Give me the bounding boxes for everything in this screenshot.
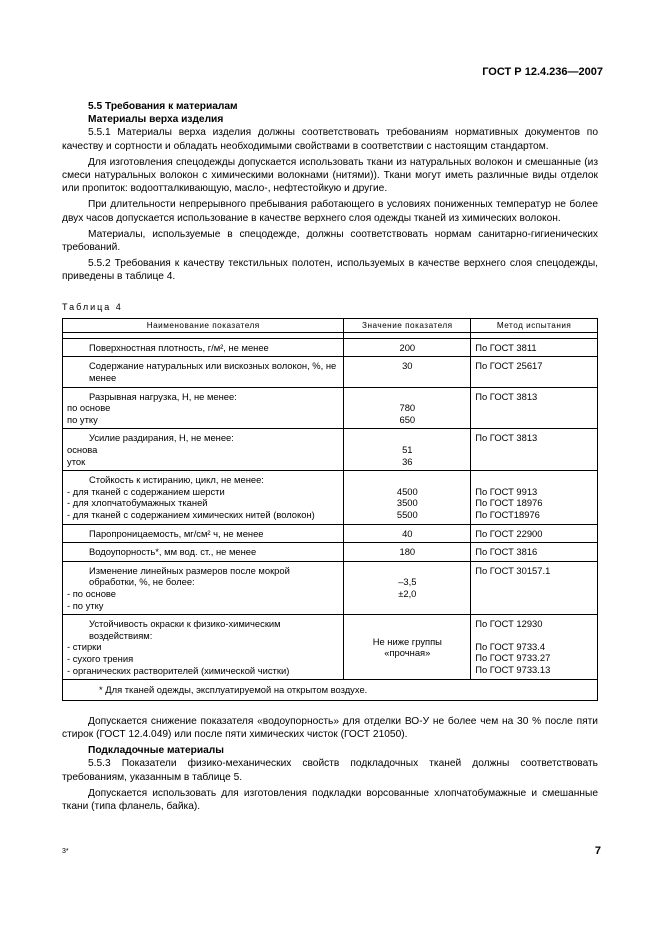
table-row [63, 471, 598, 524]
cell-line [475, 474, 593, 486]
paragraph: Материалы, используемые в спецодежде, должны соответствовать нормам санитарно-гигиенических требований. [62, 228, 598, 254]
cell-line [348, 474, 466, 486]
method-cell [471, 429, 598, 471]
indicator-cell [63, 561, 344, 614]
value-cell [344, 357, 471, 387]
table-row [63, 543, 598, 562]
cell-line: 180 [399, 546, 416, 558]
cell-line: Поверхностная плотность, г/м², не менее [89, 341, 269, 353]
value-cell [344, 524, 471, 543]
cell-line: 3500 [396, 497, 418, 509]
cell-line: - для тканей с содержанием шерсти [67, 485, 225, 497]
cell-line: По ГОСТ 3813 [475, 432, 538, 444]
value-cell [344, 543, 471, 562]
indicator-cell [63, 387, 344, 429]
indicator-cell [63, 338, 344, 357]
table-footnote: * Для тканей одежды, эксплуатируемой на открытом воздухе. [63, 680, 598, 701]
cell-line [348, 565, 466, 577]
method-cell [471, 615, 598, 680]
cell-line [475, 576, 593, 588]
table-label: Таблица 4 [62, 301, 123, 312]
value-cell [344, 387, 471, 429]
method-cell [471, 543, 598, 562]
cell-line: 650 [399, 413, 416, 425]
signature-mark: 3* [62, 848, 69, 855]
cell-line: 40 [402, 527, 413, 539]
paragraph: Для изготовления спецодежды допускается использовать ткани из натуральных волокон и смешанные (из смеси натуральных волокон с химическими волокнами (нитями)). Ткани могут иметь различные виды отделок или пропиток: водоотталкивающую, масло-, нефтестойкую и другие. [62, 156, 598, 195]
value-cell [344, 338, 471, 357]
indicator-cell [63, 524, 344, 543]
value-cell [344, 429, 471, 471]
cell-line: 200 [399, 341, 416, 353]
method-cell [471, 561, 598, 614]
subsection-upper-materials: Материалы верха изделия [88, 114, 224, 126]
cell-line: По ГОСТ 9733.13 [475, 663, 551, 675]
table-header-row [63, 318, 598, 332]
page-content [62, 100, 598, 816]
method-cell [471, 338, 598, 357]
requirements-table [62, 318, 598, 701]
value-cell [344, 561, 471, 614]
cell-line: 5500 [396, 508, 418, 520]
table-row [63, 387, 598, 429]
cell-line: Разрывная нагрузка, Н, не менее: [89, 390, 237, 402]
cell-line [348, 432, 466, 444]
cell-line [475, 588, 593, 600]
paragraph: При длительности непрерывного пребывания работающего в условиях пониженных температур не более двух часов допускается использование в качестве верхнего слоя одежды тканей из химических волокон. [62, 199, 598, 224]
indicator-cell [63, 543, 344, 562]
table-row [63, 615, 598, 680]
indicator-cell [63, 357, 344, 387]
cell-line: ±2,0 [398, 587, 417, 599]
cell-line: Паропроницаемость, мг/см² ч, не менее [89, 527, 264, 539]
table-row [63, 561, 598, 614]
cell-line: По ГОСТ 30157.1 [475, 564, 551, 576]
cell-line: По ГОСТ 9733.4 [475, 640, 546, 652]
value-cell [344, 471, 471, 524]
header-value: Значение показателя [344, 318, 471, 332]
table-row [63, 357, 598, 387]
value-cell [344, 615, 471, 680]
cell-line: По ГОСТ 25617 [475, 360, 543, 372]
table-row [63, 338, 598, 357]
header-method: Метод испытания [471, 318, 598, 332]
cell-line: - для хлопчатобумажных тканей [67, 497, 208, 509]
cell-line [475, 402, 593, 414]
page-number: 7 [594, 845, 601, 857]
cell-line: - стирки [67, 641, 102, 653]
cell-line: - для тканей с содержанием химических нитей (волокон) [67, 508, 315, 520]
cell-line: по основе [67, 402, 111, 414]
method-cell [471, 471, 598, 524]
cell-line [475, 456, 593, 468]
cell-line: - по основе [67, 587, 117, 599]
cell-line: 51 [402, 444, 413, 455]
cell-line: - органических растворителей (химической чистки) [67, 664, 290, 676]
document-id: ГОСТ Р 12.4.236—2007 [482, 66, 603, 78]
cell-line: 36 [402, 455, 413, 467]
cell-line: По ГОСТ 3811 [475, 341, 537, 353]
cell-line: Усилие раздирания, Н, не менее: [89, 432, 234, 444]
paragraph: 5.5.3 Показатели физико-механических свойств подкладочных тканей должны соответствовать требованиям, указанным в таблице 5. [62, 758, 598, 783]
cell-line: Стойкость к истиранию, цикл, не менее: [89, 474, 264, 486]
cell-line: Не ниже группы «прочная» [372, 635, 442, 659]
cell-line: 780 [399, 402, 416, 414]
cell-line: По ГОСТ 9913 [475, 485, 538, 497]
section-title: 5.5 Требования к материалам [88, 101, 238, 112]
paragraph: 5.5.2 Требования к качеству текстильных полотен, используемых в качестве верхнего слоя спецодежды, приведены в таблице 4. [62, 258, 598, 283]
method-cell [471, 387, 598, 429]
cell-line [475, 414, 593, 426]
cell-line: уток [67, 455, 86, 467]
subsection-lining-materials: Подкладочные материалы [88, 745, 224, 757]
cell-line: –3,5 [398, 576, 417, 588]
cell-line: - по утку [67, 599, 104, 611]
cell-line: По ГОСТ 12930 [475, 618, 543, 630]
cell-line: По ГОСТ 3813 [475, 390, 538, 402]
paragraph: Допускается снижение показателя «водоупорность» для отделки ВО-У не более чем на 30 % после пяти стирок (ГОСТ 12.4.049) или после пяти химических чисток (ГОСТ 21050). [62, 715, 598, 740]
cell-line: 4500 [396, 485, 418, 497]
method-cell [471, 357, 598, 387]
cell-line: по утку [67, 413, 98, 425]
cell-line [475, 444, 593, 456]
method-cell [471, 524, 598, 543]
cell-line: По ГОСТ 3816 [475, 546, 538, 558]
cell-line: По ГОСТ 9733.27 [475, 652, 551, 664]
table-row [63, 524, 598, 543]
cell-line: По ГОСТ18976 [475, 508, 540, 520]
cell-line: По ГОСТ 22900 [475, 527, 543, 539]
cell-line: Устойчивость окраски к физико-химическим воздействиям: [89, 618, 281, 641]
paragraph: 5.5.1 Материалы верха изделия должны соответствовать требованиям нормативных документов по качеству и сортности и обладать необходимыми свойствами в соответствии с настоящим стандартом. [62, 127, 598, 152]
indicator-cell [63, 615, 344, 680]
indicator-cell [63, 471, 344, 524]
cell-line: По ГОСТ 18976 [475, 497, 543, 509]
table-row [63, 429, 598, 471]
indicator-cell [63, 429, 344, 471]
cell-line: - сухого трения [67, 652, 134, 664]
cell-line [348, 391, 466, 403]
header-indicator: Наименование показателя [63, 318, 344, 332]
cell-line: Водоупорность*, мм вод. ст., не менее [89, 546, 257, 558]
cell-line: основа [67, 444, 98, 455]
cell-line: Содержание натуральных или вискозных волокон, %, не менее [89, 360, 337, 384]
cell-line: Изменение линейных размеров после мокрой обработки, %, не более: [89, 564, 290, 588]
paragraph: Допускается использовать для изготовления подкладки ворсованные хлопчатобумажные и смешанные ткани (типа фланель, байка). [62, 787, 598, 812]
cell-line: 30 [402, 360, 413, 372]
